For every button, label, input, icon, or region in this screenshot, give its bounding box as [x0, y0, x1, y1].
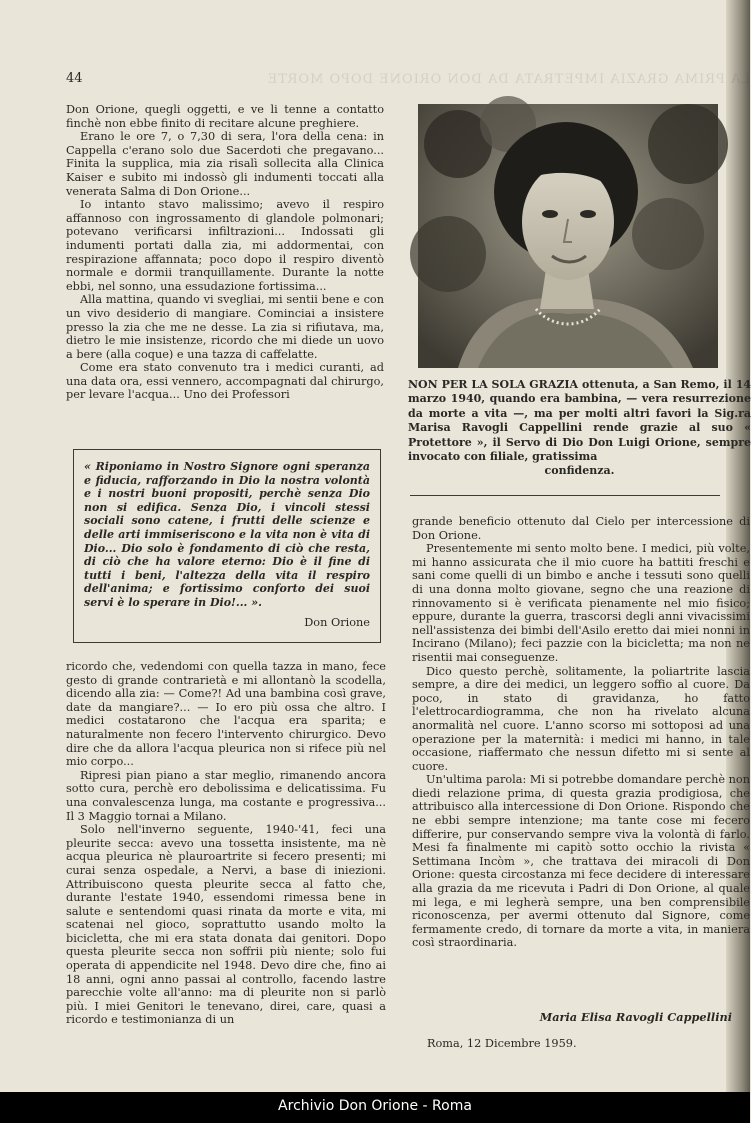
page-number: 44 [66, 71, 83, 86]
portrait-photo [418, 104, 718, 368]
letter-date: Roma, 12 Dicembre 1959. [427, 1037, 577, 1050]
paragraph: Come era stato convenuto tra i medici curanti, ad una data ora, essi vennero, accompagnati dal chirurgo, per levare l'acqua... Uno dei Professori [66, 361, 384, 402]
author-signature: Maria Elisa Ravogli Cappellini [539, 1010, 732, 1024]
paragraph: Don Orione, quegli oggetti, e ve li tenne a contatto finchè non ebbe finito di recitare alcune preghiere. [66, 103, 384, 130]
paragraph: Ripresi pian piano a star meglio, rimanendo ancora sotto cura, perchè ero debolissima e delicatissima. Fu una convalescenza lunga, ma costante e progressiva... Il 3 Maggio tornai a Milano. [66, 768, 386, 823]
paragraph: Presentemente mi sento molto bene. I medici, più volte, mi hanno assicurata che il mio cuore ha battiti freschi e sani come quelli di un bimbo e anche i tessuti sono quelli di una donna molto giovane, segno che una reazione di rinnovamento si è verificata pienamente nel mio fisico; eppure, durante la guerra, trascorsi degli anni vivacissimi nell'assistenza dei bimbi dell'Asilo eretto dai miei nonni in Incirano (Milano); feci pazzie con la bicicletta; ma non ne risentii mai conseguenze. [412, 542, 750, 664]
paragraph: Erano le ore 7, o 7,30 di sera, l'ora della cena: in Cappella c'erano solo due Sacerdoti che pregavano... Finita la supplica, mia zia risalì sollecita alla Clinica Kaiser e subito mi indossò gli indumenti toccati alla venerata Salma di Don Orione... [66, 130, 384, 198]
divider-rule [410, 495, 720, 496]
quote-text: « Riponiamo in Nostro Signore ogni speranza e fiducia, rafforzando in Dio la nostra volontà e i nostri buoni propositi, perchè senza Dio non si edifica. Senza Dio, i vincoli stessi sociali sono catene, i frutti delle scienze e delle arti immiseriscono e la vita non è vita di Dio... Dio solo è fondamento di ciò che resta, di ciò che ha valore eterno: Dio è il fine di tutti i beni, l'altezza della vita il respiro dell'anima; e fortissimo conforto dei suoi servi è lo sperare in Dio!... ». [84, 460, 370, 609]
archive-label: Archivio Don Orione - Roma [278, 1098, 472, 1114]
paragraph: Dico questo perchè, solitamente, la poliartrite lascia sempre, a dire dei medici, un leggero soffio al cuore. Da poco, in stato di gravidanza, ho fatto l'elettrocardiogramma, che non ha rivelato alcuna anormalità nel cuore. L'anno scorso mi sottoposi ad una operazione per la maternità: i medici mi hanno, in tale occasione, riaffermato che nessun difetto mi si sente al cuore. [412, 664, 750, 773]
quote-signature: Don Orione [304, 615, 370, 629]
photo-caption [408, 378, 751, 479]
paragraph: ricordo che, vedendomi con quella tazza in mano, fece gesto di grande contrarietà e mi allontanò la scodella, dicendo alla zia: — Come?! Ad una bambina così grave, date da mangiare?... — Io ero più ossa che altro. I medici costatarono che l'acqua era sparita; e naturalmente non fecero l'intervento chirurgico. Devo dire che da allora l'acqua pleurica non si rifece più nel mio corpo... [66, 660, 386, 769]
paragraph: Io intanto stavo malissimo; avevo il respiro affannoso con ingrossamento di glandole polmonari; potevano verificarsi infiltrazioni... Indossati gli indumenti portati dalla zia, mi addormentai, con respirazione affannata; poco dopo il respiro diventò normale e dormii tranquillamente. Durante la notte ebbi, nel sonno, una essudazione fortissima... [66, 198, 384, 293]
paragraph: grande beneficio ottenuto dal Cielo per intercessione di Don Orione. [412, 515, 750, 542]
left-column-bottom [66, 660, 386, 1055]
archive-footer-bar [0, 1092, 750, 1123]
caption-last-line: confidenza. [544, 464, 615, 478]
don-orione-quote-box [73, 449, 381, 643]
paragraph: Solo nell'inverno seguente, 1940-'41, feci una pleurite secca: avevo una tossetta insistente, ma nè acqua pleurica nè plauroartrite si fecero presenti; mi curai senza ospedale, a Nervi, a base di iniezioni. Attribuiscono questa pleurite secca al fatto che, durante l'estate 1940, essendomi rimessa bene in salute e sentendomi quasi rinata da morte e vita, mi scatenai nel gioco, soprattutto usando molto la bicicletta, che mi era stata donata dai genitori. Dopo questa pleurite secca non soffrii più niente; solo fui operata di appendicite nel 1948. Devo dire che, fino ai 18 anni, ogni anno passai al controllo, facendo lastre parecchie volte all'anno: ma di pleurite non si parlò più. I miei Genitori le tenevano, direi, care, quasi a ricordo e testimonianza di un [66, 823, 386, 1027]
left-column-top [66, 103, 384, 445]
show-through-header: LA PRIMA GRAZIA IMPETRATA DA DON ORIONE DOPO MORTE [266, 72, 750, 87]
right-column [412, 515, 750, 965]
portrait-illustration [418, 104, 718, 368]
paragraph: Un'ultima parola: Mi si potrebbe domandare perchè non diedi relazione prima, di questa grazia prodigiosa, che attribuisco alla intercessione di Don Orione. Rispondo che ne ebbi sempre intenzione; ma tante cose mi fecero differire, pur conservando sempre viva la volontà di farlo. Mesi fa finalmente mi capitò sotto occhio la rivista « Settimana Incòm », che trattava dei miracoli di Don Orione: questa circostanza mi fece decidere di interessare alla grazia da me ricevuta i Padri di Don Orione, al quale mi lega, e mi legherà sempre, una ben comprensibile riconoscenza, per avermi ottenuto dal Signore, come fermamente credo, di tornare da morte a vita, in maniera così straordinaria. [412, 773, 751, 950]
paragraph: Alla mattina, quando vi svegliai, mi sentii bene e con un vivo desiderio di mangiare. Cominciai a insistere presso la zia che me ne desse. La zia si rifiutava, ma, dietro le mie insistenze, ricordo che mi diede un uovo a bere (alla coque) e una tazza di caffelatte. [66, 293, 384, 361]
caption-text: NON PER LA SOLA GRAZIA ottenuta, a San Remo, il 14 marzo 1940, quando era bambina, — vera resurrezione da morte a vita —, ma per molti altri favori la Sig.ra Marisa Ravogli Cappellini rende grazie al suo « Protettore », il Servo di Dio Don Luigi Orione, sempre invocato con filiale, gratissima [408, 378, 751, 464]
